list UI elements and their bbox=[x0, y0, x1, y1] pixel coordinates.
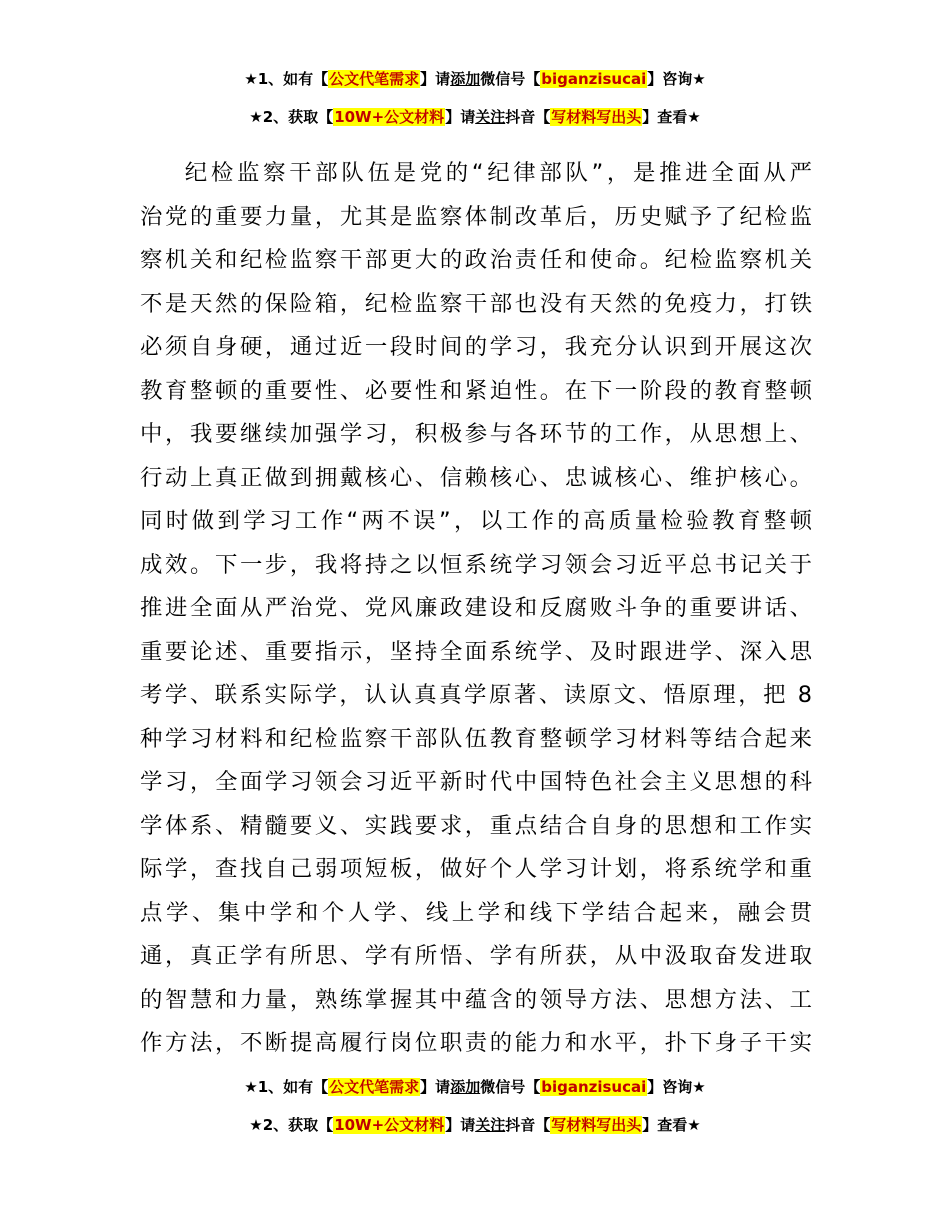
body-paragraph bbox=[140, 152, 812, 1066]
body-line: 教育整顿的重要性、必要性和紧迫性。在下一阶段的教育整顿 bbox=[140, 377, 812, 404]
banner-text: 】查看★ bbox=[642, 108, 701, 126]
body-line: 纪检监察干部队伍是党的“纪律部队”，是推进全面从严 bbox=[184, 160, 812, 186]
body-line: 种学习材料和纪检监察干部队伍教育整顿学习材料等结合起来 bbox=[140, 725, 812, 752]
banner-text: 】查看★ bbox=[642, 1116, 701, 1134]
body-line: 必须自身硬，通过近一段时间的学习，我充分认识到开展这次 bbox=[140, 334, 812, 360]
banner-text: ★1、如有【 bbox=[244, 70, 329, 88]
body-line: 作方法，不断提高履行岗位职责的能力和水平，扑下身子干实 bbox=[140, 1030, 812, 1056]
banner-text: 】请 bbox=[445, 1116, 476, 1134]
highlight-tag: 10W+公文材料 bbox=[334, 1116, 445, 1134]
emphasis-text: 关注 bbox=[475, 108, 506, 126]
body-line: 察机关和纪检监察干部更大的政治责任和使命。纪检监察机关 bbox=[140, 247, 812, 273]
wechat-id-tag: biganzisucai bbox=[541, 1078, 647, 1096]
body-line: 推进全面从严治党、党风廉政建设和反腐败斗争的重要讲话、 bbox=[140, 595, 812, 621]
body-line: 重要论述、重要指示，坚持全面系统学、及时跟进学、深入思 bbox=[140, 638, 812, 665]
highlight-tag: 10W+公文材料 bbox=[334, 108, 445, 126]
banner-text: 微信号【 bbox=[480, 1078, 541, 1096]
body-line: 行动上真正做到拥戴核心、信赖核心、忠诚核心、维护核心。 bbox=[140, 464, 812, 491]
top-banner-line-2 bbox=[0, 106, 950, 128]
bottom-banner-line-2 bbox=[0, 1114, 950, 1136]
emphasis-text: 添加 bbox=[450, 1078, 481, 1096]
body-line: 成效。下一步，我将持之以恒系统学习领会习近平总书记关于 bbox=[140, 551, 812, 578]
body-line: 不是天然的保险箱，纪检监察干部也没有天然的免疫力，打铁 bbox=[140, 290, 812, 317]
body-line: 点学、集中学和个人学、线上学和线下学结合起来，融会贯 bbox=[140, 899, 812, 926]
wechat-id-tag: biganzisucai bbox=[541, 70, 647, 88]
body-line: 学习，全面学习领会习近平新时代中国特色社会主义思想的科 bbox=[140, 769, 812, 795]
banner-text: 】请 bbox=[420, 1078, 451, 1096]
body-line: 通，真正学有所思、学有所悟、学有所获，从中汲取奋发进取 bbox=[140, 943, 812, 969]
highlight-tag: 公文代笔需求 bbox=[329, 1078, 420, 1096]
banner-text: ★2、获取【 bbox=[249, 1116, 334, 1134]
body-line: 治党的重要力量，尤其是监察体制改革后，历史赋予了纪检监 bbox=[140, 203, 812, 230]
body-line: 学体系、精髓要义、实践要求，重点结合自身的思想和工作实 bbox=[140, 812, 812, 839]
emphasis-text: 添加 bbox=[450, 70, 481, 88]
banner-text: 】咨询★ bbox=[647, 70, 706, 88]
banner-text: ★1、如有【 bbox=[244, 1078, 329, 1096]
banner-text: 微信号【 bbox=[480, 70, 541, 88]
highlight-tag: 公文代笔需求 bbox=[329, 70, 420, 88]
banner-text: 】咨询★ bbox=[647, 1078, 706, 1096]
banner-text: 抖音【 bbox=[505, 1116, 551, 1134]
body-line: 同时做到学习工作“两不误”，以工作的高质量检验教育整顿 bbox=[140, 508, 812, 534]
body-line: 的智慧和力量，熟练掌握其中蕴含的领导方法、思想方法、工 bbox=[140, 986, 812, 1013]
banner-text: ★2、获取【 bbox=[249, 108, 334, 126]
douyin-id-tag: 写材料写出头 bbox=[551, 1116, 642, 1134]
banner-text: 】请 bbox=[420, 70, 451, 88]
banner-text: 抖音【 bbox=[505, 108, 551, 126]
top-banner-line-1 bbox=[0, 68, 950, 90]
bottom-banner-line-1 bbox=[0, 1076, 950, 1098]
douyin-id-tag: 写材料写出头 bbox=[551, 108, 642, 126]
body-line: 际学，查找自己弱项短板，做好个人学习计划，将系统学和重 bbox=[140, 856, 812, 882]
body-line: 考学、联系实际学，认认真真学原著、读原文、悟原理，把 8 bbox=[140, 682, 812, 708]
emphasis-text: 关注 bbox=[475, 1116, 506, 1134]
body-line: 中，我要继续加强学习，积极参与各环节的工作，从思想上、 bbox=[140, 421, 812, 447]
banner-text: 】请 bbox=[445, 108, 476, 126]
